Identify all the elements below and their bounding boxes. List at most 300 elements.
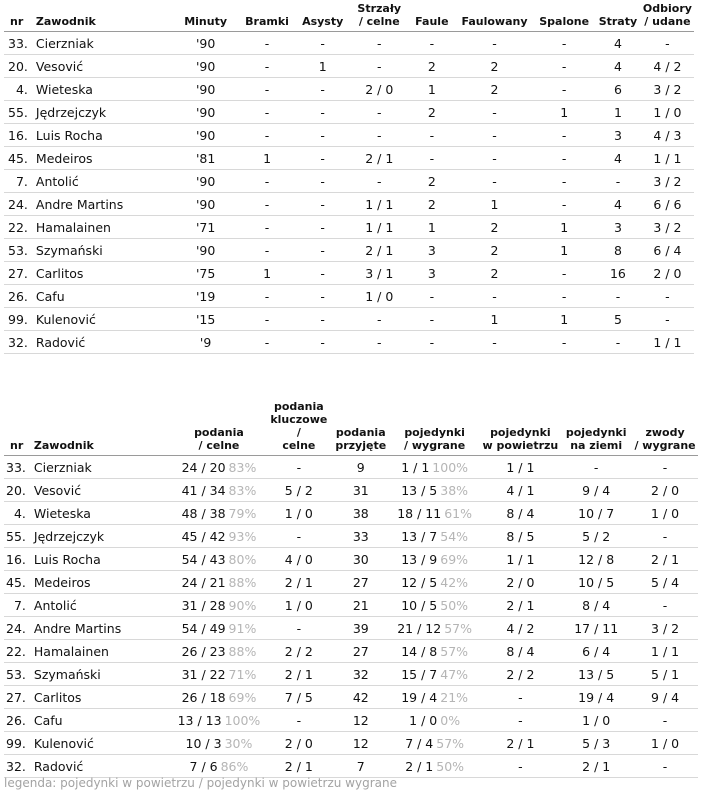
duels-percent: 57% xyxy=(444,620,473,636)
cell-fouled: 2 xyxy=(456,262,534,285)
table-row xyxy=(4,479,698,502)
cell-assists: - xyxy=(295,308,351,331)
cell-recoveries: 1 / 1 xyxy=(641,147,694,170)
cell-aerial-duels: 4 / 1 xyxy=(481,479,561,502)
table-row xyxy=(4,548,698,571)
cell-dribbles: 5 / 4 xyxy=(632,571,698,594)
duels-value: 21 / 12 xyxy=(397,620,442,636)
cell-assists: - xyxy=(295,285,351,308)
cell-minutes: '90 xyxy=(172,101,239,124)
passes-value: 13 / 13 xyxy=(177,712,222,728)
cell-duels xyxy=(389,663,481,686)
cell-nr: 26. xyxy=(4,709,32,732)
cell-aerial-duels: 2 / 1 xyxy=(481,594,561,617)
cell-fouled: - xyxy=(456,124,534,147)
cell-offside: 1 xyxy=(533,101,595,124)
table-row xyxy=(4,170,694,193)
cell-shots: 3 / 1 xyxy=(350,262,408,285)
cell-ground-duels: 9 / 4 xyxy=(560,479,632,502)
table-row xyxy=(4,755,698,778)
cell-shots: - xyxy=(350,101,408,124)
col-header-fouled: Faulowany xyxy=(456,2,534,32)
cell-losses: 4 xyxy=(595,147,641,170)
cell-nr: 22. xyxy=(4,216,34,239)
cell-nr: 4. xyxy=(4,78,34,101)
cell-nr: 7. xyxy=(4,594,32,617)
cell-received: 9 xyxy=(333,456,389,479)
cell-goals: - xyxy=(239,124,295,147)
table-row xyxy=(4,502,698,525)
cell-nr: 7. xyxy=(4,170,34,193)
cell-fouled: - xyxy=(456,32,534,55)
passes-percent: 93% xyxy=(228,528,257,544)
cell-assists: - xyxy=(295,101,351,124)
cell-recoveries: 6 / 4 xyxy=(641,239,694,262)
duels-percent: 61% xyxy=(444,505,473,521)
cell-player: Carlitos xyxy=(32,686,173,709)
cell-recoveries: 4 / 3 xyxy=(641,124,694,147)
cell-nr: 22. xyxy=(4,640,32,663)
cell-player: Jędrzejczyk xyxy=(34,101,172,124)
cell-received: 32 xyxy=(333,663,389,686)
cell-dribbles: 1 / 0 xyxy=(632,502,698,525)
cell-key-passes: 2 / 1 xyxy=(265,663,333,686)
cell-player: Wieteska xyxy=(32,502,173,525)
col-header-nr: nr xyxy=(4,2,34,32)
cell-offside: - xyxy=(533,55,595,78)
passes-value: 24 / 21 xyxy=(181,574,226,590)
cell-dribbles: - xyxy=(632,755,698,778)
passing-duels-table xyxy=(4,400,698,778)
cell-passes xyxy=(173,502,265,525)
cell-passes xyxy=(173,732,265,755)
cell-offside: - xyxy=(533,170,595,193)
cell-ground-duels: 12 / 8 xyxy=(560,548,632,571)
passes-value: 26 / 18 xyxy=(181,689,226,705)
cell-losses: 4 xyxy=(595,55,641,78)
cell-minutes: '90 xyxy=(172,55,239,78)
table-row xyxy=(4,709,698,732)
cell-offside: 1 xyxy=(533,239,595,262)
duels-percent: 38% xyxy=(440,482,469,498)
cell-shots: - xyxy=(350,170,408,193)
passes-percent: 86% xyxy=(220,758,249,774)
cell-shots: 1 / 0 xyxy=(350,285,408,308)
cell-fouled: - xyxy=(456,170,534,193)
cell-shots: - xyxy=(350,331,408,354)
cell-passes xyxy=(173,663,265,686)
cell-recoveries: 1 / 1 xyxy=(641,331,694,354)
cell-key-passes: - xyxy=(265,525,333,548)
duels-value: 12 / 5 xyxy=(401,574,438,590)
cell-ground-duels: 8 / 4 xyxy=(560,594,632,617)
cell-assists: - xyxy=(295,331,351,354)
cell-nr: 32. xyxy=(4,755,32,778)
duels-value: 13 / 5 xyxy=(401,482,438,498)
cell-player: Carlitos xyxy=(34,262,172,285)
cell-goals: - xyxy=(239,101,295,124)
cell-nr: 33. xyxy=(4,32,34,55)
cell-nr: 26. xyxy=(4,285,34,308)
cell-nr: 99. xyxy=(4,732,32,755)
duels-percent: 69% xyxy=(440,551,469,567)
cell-losses: 5 xyxy=(595,308,641,331)
cell-shots: - xyxy=(350,308,408,331)
cell-received: 33 xyxy=(333,525,389,548)
cell-passes xyxy=(173,525,265,548)
cell-ground-duels: 6 / 4 xyxy=(560,640,632,663)
cell-player: Wieteska xyxy=(34,78,172,101)
passes-value: 10 / 3 xyxy=(185,735,222,751)
cell-minutes: '75 xyxy=(172,262,239,285)
cell-duels xyxy=(389,571,481,594)
table-row xyxy=(4,55,694,78)
cell-losses: 8 xyxy=(595,239,641,262)
cell-fouls: - xyxy=(408,147,456,170)
passes-percent: 100% xyxy=(224,712,261,728)
cell-player: Andre Martins xyxy=(32,617,173,640)
cell-aerial-duels: 2 / 0 xyxy=(481,571,561,594)
cell-duels xyxy=(389,755,481,778)
cell-duels xyxy=(389,709,481,732)
cell-duels xyxy=(389,479,481,502)
cell-losses: 16 xyxy=(595,262,641,285)
cell-recoveries: - xyxy=(641,308,694,331)
cell-dribbles: 5 / 1 xyxy=(632,663,698,686)
cell-offside: - xyxy=(533,78,595,101)
cell-offside: - xyxy=(533,262,595,285)
duels-percent: 100% xyxy=(432,459,469,475)
passes-percent: 91% xyxy=(228,620,257,636)
cell-shots: 1 / 1 xyxy=(350,216,408,239)
cell-fouls: - xyxy=(408,308,456,331)
passes-value: 24 / 20 xyxy=(181,459,226,475)
cell-recoveries: 3 / 2 xyxy=(641,216,694,239)
cell-assists: - xyxy=(295,32,351,55)
cell-nr: 27. xyxy=(4,686,32,709)
table-row xyxy=(4,640,698,663)
col-header-offside: Spalone xyxy=(533,2,595,32)
cell-shots: - xyxy=(350,32,408,55)
passes-value: 54 / 43 xyxy=(181,551,226,567)
cell-player: Vesović xyxy=(34,55,172,78)
passes-percent: 69% xyxy=(228,689,257,705)
cell-player: Hamalainen xyxy=(34,216,172,239)
cell-offside: - xyxy=(533,32,595,55)
cell-player: Antolić xyxy=(32,594,173,617)
col-header-losses: Straty xyxy=(595,2,641,32)
cell-assists: - xyxy=(295,239,351,262)
passes-percent: 88% xyxy=(228,574,257,590)
table-row xyxy=(4,262,694,285)
cell-aerial-duels: 1 / 1 xyxy=(481,456,561,479)
match-stats-body xyxy=(4,32,694,354)
match-stats-table xyxy=(4,2,694,354)
duels-value: 7 / 4 xyxy=(405,735,434,751)
cell-goals: - xyxy=(239,216,295,239)
passes-value: 41 / 34 xyxy=(181,482,226,498)
cell-offside: 1 xyxy=(533,308,595,331)
col-header-ground-duels: pojedynki na ziemi xyxy=(560,400,632,456)
cell-shots: 1 / 1 xyxy=(350,193,408,216)
cell-key-passes: 2 / 1 xyxy=(265,755,333,778)
cell-assists: - xyxy=(295,262,351,285)
cell-losses: 4 xyxy=(595,32,641,55)
cell-fouls: - xyxy=(408,32,456,55)
cell-offside: - xyxy=(533,193,595,216)
cell-key-passes: - xyxy=(265,456,333,479)
cell-fouled: 2 xyxy=(456,55,534,78)
col-header-assists: Asysty xyxy=(295,2,351,32)
cell-player: Andre Martins xyxy=(34,193,172,216)
table-row xyxy=(4,456,698,479)
cell-player: Radović xyxy=(32,755,173,778)
cell-nr: 16. xyxy=(4,548,32,571)
cell-minutes: '90 xyxy=(172,124,239,147)
cell-ground-duels: 13 / 5 xyxy=(560,663,632,686)
cell-nr: 99. xyxy=(4,308,34,331)
cell-recoveries: 1 / 0 xyxy=(641,101,694,124)
cell-nr: 27. xyxy=(4,262,34,285)
table-row xyxy=(4,101,694,124)
cell-goals: - xyxy=(239,78,295,101)
cell-recoveries: 4 / 2 xyxy=(641,55,694,78)
col-header-duels: pojedynki / wygrane xyxy=(389,400,481,456)
cell-received: 21 xyxy=(333,594,389,617)
passes-value: 45 / 42 xyxy=(181,528,226,544)
cell-assists: - xyxy=(295,216,351,239)
passes-percent: 83% xyxy=(228,459,257,475)
duels-value: 10 / 5 xyxy=(401,597,438,613)
cell-aerial-duels: - xyxy=(481,709,561,732)
col-header-fouls: Faule xyxy=(408,2,456,32)
cell-recoveries: 3 / 2 xyxy=(641,170,694,193)
cell-minutes: '19 xyxy=(172,285,239,308)
cell-dribbles: - xyxy=(632,525,698,548)
duels-percent: 50% xyxy=(436,758,465,774)
cell-duels xyxy=(389,732,481,755)
header-row xyxy=(4,2,694,32)
cell-fouls: - xyxy=(408,124,456,147)
cell-minutes: '90 xyxy=(172,193,239,216)
cell-aerial-duels: 2 / 1 xyxy=(481,732,561,755)
duels-value: 13 / 9 xyxy=(401,551,438,567)
passes-percent: 90% xyxy=(228,597,257,613)
duels-value: 13 / 7 xyxy=(401,528,438,544)
cell-losses: 1 xyxy=(595,101,641,124)
cell-received: 42 xyxy=(333,686,389,709)
cell-assists: 1 xyxy=(295,55,351,78)
table-row xyxy=(4,308,694,331)
passes-percent: 79% xyxy=(228,505,257,521)
col-header-minutes: Minuty xyxy=(172,2,239,32)
cell-losses: 3 xyxy=(595,216,641,239)
cell-goals: - xyxy=(239,308,295,331)
table-row xyxy=(4,147,694,170)
cell-fouled: 1 xyxy=(456,308,534,331)
cell-aerial-duels: 2 / 2 xyxy=(481,663,561,686)
cell-nr: 33. xyxy=(4,456,32,479)
table-row xyxy=(4,571,698,594)
passing-duels-body xyxy=(4,456,698,778)
cell-dribbles: 1 / 1 xyxy=(632,640,698,663)
cell-duels xyxy=(389,617,481,640)
cell-key-passes: 4 / 0 xyxy=(265,548,333,571)
duels-percent: 57% xyxy=(436,735,465,751)
cell-shots: - xyxy=(350,124,408,147)
cell-duels xyxy=(389,548,481,571)
cell-player: Kulenović xyxy=(34,308,172,331)
cell-received: 38 xyxy=(333,502,389,525)
cell-goals: - xyxy=(239,55,295,78)
cell-duels xyxy=(389,640,481,663)
cell-goals: - xyxy=(239,193,295,216)
cell-aerial-duels: 1 / 1 xyxy=(481,548,561,571)
table-row xyxy=(4,32,694,55)
cell-ground-duels: 5 / 3 xyxy=(560,732,632,755)
cell-minutes: '15 xyxy=(172,308,239,331)
cell-offside: - xyxy=(533,124,595,147)
cell-shots: 2 / 0 xyxy=(350,78,408,101)
cell-fouls: - xyxy=(408,331,456,354)
duels-percent: 50% xyxy=(440,597,469,613)
cell-nr: 20. xyxy=(4,479,32,502)
cell-fouled: - xyxy=(456,101,534,124)
duels-value: 14 / 8 xyxy=(401,643,438,659)
col-header-aerial-duels: pojedynki w powietrzu xyxy=(481,400,561,456)
cell-fouled: - xyxy=(456,331,534,354)
cell-goals: - xyxy=(239,285,295,308)
cell-losses: 3 xyxy=(595,124,641,147)
cell-fouls: 3 xyxy=(408,239,456,262)
cell-fouled: - xyxy=(456,147,534,170)
cell-nr: 32. xyxy=(4,331,34,354)
cell-nr: 55. xyxy=(4,525,32,548)
table-row xyxy=(4,594,698,617)
cell-fouls: 2 xyxy=(408,170,456,193)
col-header-shots: Strzały / celne xyxy=(350,2,408,32)
cell-key-passes: 7 / 5 xyxy=(265,686,333,709)
cell-received: 12 xyxy=(333,732,389,755)
cell-assists: - xyxy=(295,78,351,101)
col-header-goals: Bramki xyxy=(239,2,295,32)
cell-player: Hamalainen xyxy=(32,640,173,663)
cell-shots: - xyxy=(350,55,408,78)
cell-fouls: 1 xyxy=(408,78,456,101)
table-row xyxy=(4,525,698,548)
cell-player: Medeiros xyxy=(34,147,172,170)
col-header-recoveries: Odbiory / udane xyxy=(641,2,694,32)
cell-nr: 20. xyxy=(4,55,34,78)
cell-received: 31 xyxy=(333,479,389,502)
cell-passes xyxy=(173,686,265,709)
cell-received: 7 xyxy=(333,755,389,778)
cell-player: Kulenović xyxy=(32,732,173,755)
table-row xyxy=(4,617,698,640)
cell-nr: 4. xyxy=(4,502,32,525)
cell-recoveries: - xyxy=(641,285,694,308)
cell-minutes: '9 xyxy=(172,331,239,354)
cell-recoveries: 3 / 2 xyxy=(641,78,694,101)
cell-goals: - xyxy=(239,32,295,55)
table-row xyxy=(4,331,694,354)
cell-goals: - xyxy=(239,239,295,262)
cell-player: Antolić xyxy=(34,170,172,193)
cell-dribbles: - xyxy=(632,709,698,732)
cell-passes xyxy=(173,456,265,479)
table-row xyxy=(4,124,694,147)
header-row xyxy=(4,400,698,456)
duels-value: 19 / 4 xyxy=(401,689,438,705)
cell-ground-duels: 10 / 5 xyxy=(560,571,632,594)
cell-aerial-duels: - xyxy=(481,755,561,778)
passes-value: 31 / 28 xyxy=(181,597,226,613)
cell-ground-duels: 10 / 7 xyxy=(560,502,632,525)
duels-value: 1 / 1 xyxy=(401,459,430,475)
duels-value: 15 / 7 xyxy=(401,666,438,682)
cell-ground-duels: 2 / 1 xyxy=(560,755,632,778)
cell-player: Szymański xyxy=(32,663,173,686)
cell-key-passes: - xyxy=(265,617,333,640)
col-header-received: podania przyjęte xyxy=(333,400,389,456)
cell-recoveries: 6 / 6 xyxy=(641,193,694,216)
cell-nr: 45. xyxy=(4,147,34,170)
cell-passes xyxy=(173,709,265,732)
cell-fouls: 2 xyxy=(408,193,456,216)
cell-ground-duels: - xyxy=(560,456,632,479)
table-row xyxy=(4,78,694,101)
table-row xyxy=(4,686,698,709)
cell-fouled: 2 xyxy=(456,78,534,101)
cell-player: Cierzniak xyxy=(34,32,172,55)
passes-value: 7 / 6 xyxy=(189,758,218,774)
cell-received: 27 xyxy=(333,640,389,663)
cell-passes xyxy=(173,755,265,778)
cell-player: Szymański xyxy=(34,239,172,262)
passes-value: 54 / 49 xyxy=(181,620,226,636)
cell-offside: - xyxy=(533,331,595,354)
cell-fouls: 1 xyxy=(408,216,456,239)
duels-percent: 47% xyxy=(440,666,469,682)
cell-minutes: '90 xyxy=(172,78,239,101)
col-header-dribbles: zwody / wygrane xyxy=(632,400,698,456)
cell-aerial-duels: 8 / 5 xyxy=(481,525,561,548)
cell-key-passes: 1 / 0 xyxy=(265,502,333,525)
cell-player: Luis Rocha xyxy=(32,548,173,571)
cell-dribbles: 9 / 4 xyxy=(632,686,698,709)
passes-percent: 88% xyxy=(228,643,257,659)
cell-dribbles: 2 / 0 xyxy=(632,479,698,502)
cell-fouls: 3 xyxy=(408,262,456,285)
cell-ground-duels: 19 / 4 xyxy=(560,686,632,709)
table-row xyxy=(4,216,694,239)
cell-player: Luis Rocha xyxy=(34,124,172,147)
cell-goals: 1 xyxy=(239,262,295,285)
duels-value: 2 / 1 xyxy=(405,758,434,774)
cell-player: Radović xyxy=(34,331,172,354)
cell-assists: - xyxy=(295,124,351,147)
cell-player: Cafu xyxy=(32,709,173,732)
cell-losses: 4 xyxy=(595,193,641,216)
cell-losses: - xyxy=(595,170,641,193)
table-row xyxy=(4,663,698,686)
cell-player: Vesović xyxy=(32,479,173,502)
cell-fouled: 2 xyxy=(456,239,534,262)
cell-dribbles: 3 / 2 xyxy=(632,617,698,640)
cell-nr: 24. xyxy=(4,617,32,640)
cell-duels xyxy=(389,502,481,525)
cell-aerial-duels: 8 / 4 xyxy=(481,640,561,663)
